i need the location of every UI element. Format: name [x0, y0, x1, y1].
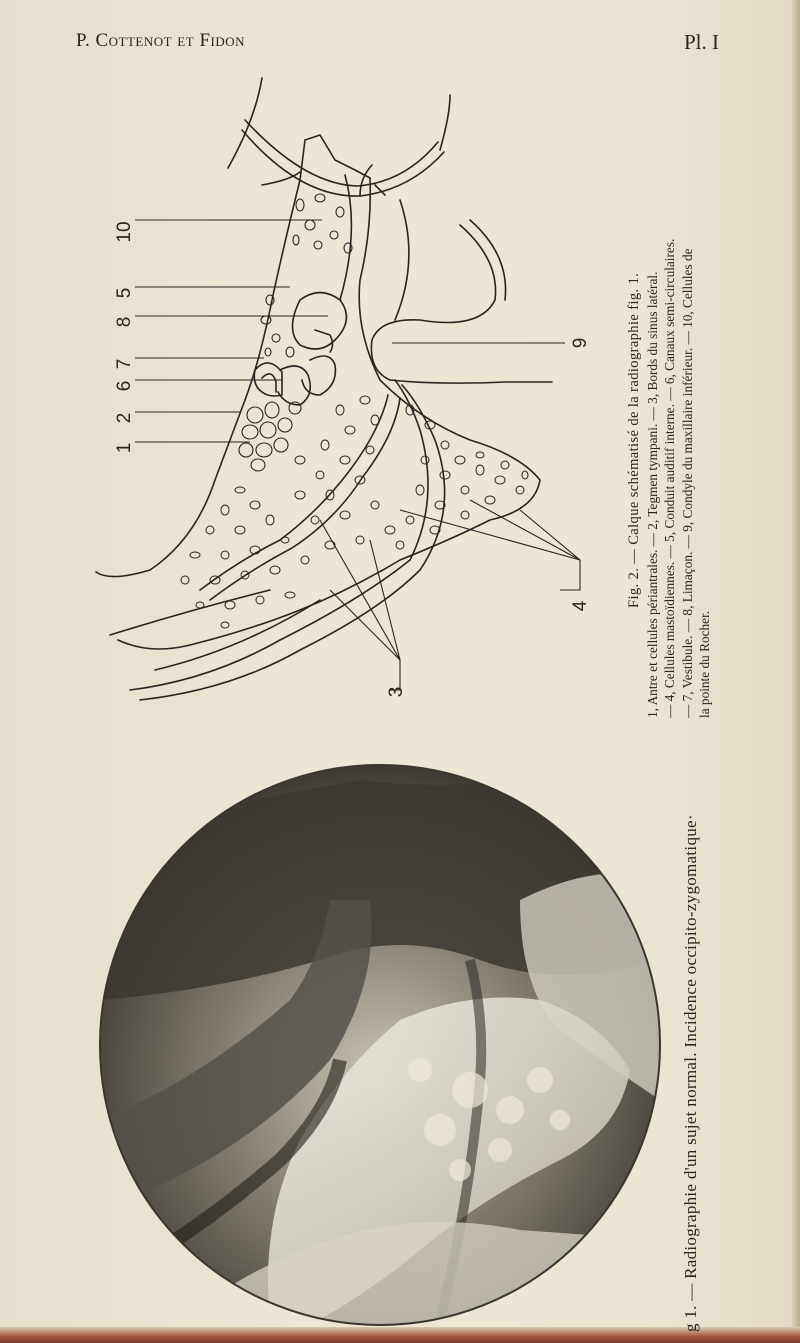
- label-4: 4: [570, 600, 591, 612]
- radiograph-image: [90, 760, 670, 1340]
- figure-2-title: Fig. 2. — Calque schématisé de la radiographie fig. 1.: [626, 272, 642, 608]
- label-2: 2: [114, 412, 135, 424]
- label-1: 1: [114, 442, 135, 454]
- figure-2-legend: [644, 239, 713, 718]
- legend-line: la pointe du Rocher.: [696, 610, 712, 718]
- figure-1-caption: g 1. — Radiographie d'un sujet normal. Incidence occipito-zygomatique·: [681, 814, 700, 1332]
- label-3: 3: [386, 686, 407, 698]
- running-header-authors: P. Cottenot et Fidon: [76, 30, 246, 51]
- label-9: 9: [570, 337, 591, 349]
- label-6: 6: [114, 380, 135, 392]
- label-8: 8: [114, 316, 135, 328]
- label-5: 5: [114, 287, 135, 299]
- legend-line: — 7, Vestibule. — 8, Limaçon. — 9, Condyle du maxillaire inférieur. — 10, Cellules de: [679, 248, 695, 718]
- label-7: 7: [114, 358, 135, 370]
- label-10: 10: [114, 221, 135, 243]
- plate-number: Pl. I: [684, 30, 720, 54]
- legend-line: 1, Antre et cellules périantrales. — 2, Tegmen tympani. — 3, Bords du sinus latéral.: [645, 271, 660, 718]
- legend-line: — 4, Cellules mastoïdiennes. — 5, Conduit auditif interne. — 6, Canaux semi-circulaires.: [662, 238, 678, 718]
